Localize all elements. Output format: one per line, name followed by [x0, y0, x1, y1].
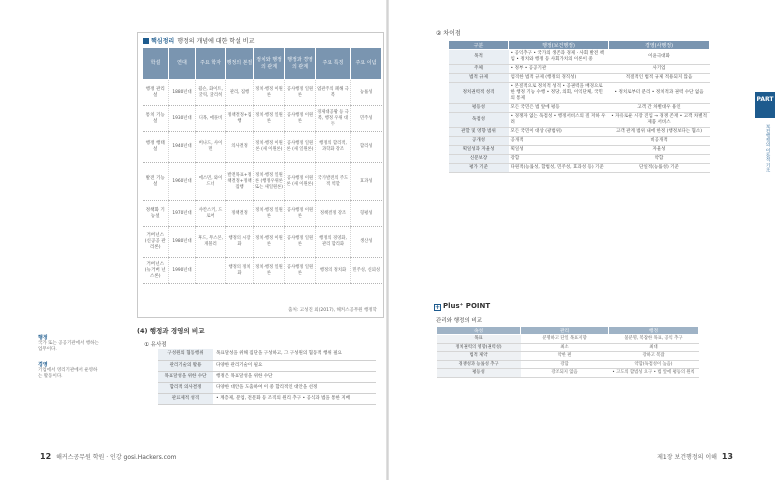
column-header: 학설 [143, 48, 169, 80]
management-cell: 사기업 [609, 65, 710, 74]
differences-table [448, 40, 710, 173]
table-cell: • 고도의 합법성 요구 • 법 앞에 평등의 원칙 [609, 369, 699, 378]
table-cell: 정책화 기능설 [143, 201, 169, 227]
note-desc: 기업에서 영리기관에서 운영하는 활동이다. [38, 368, 98, 379]
management-cell: 비공개적 [609, 137, 710, 146]
table-row [449, 128, 710, 137]
management-cell: • 정치로부터 분리 • 정치적과 권력 수단 없음 [609, 83, 710, 104]
row-value: 행정은 목표달성을 위한 수단 [213, 371, 376, 382]
table-cell: 발전목표+정책결정+정책집행 [226, 163, 254, 201]
side-note-administration [38, 335, 100, 353]
administration-cell: 공개적 [509, 137, 609, 146]
table-row [437, 343, 699, 352]
table-cell: 경쟁성과 능률성 추구 [437, 360, 521, 369]
table-cell: 버나드, 사이먼 [196, 132, 226, 163]
table-cell: 최소 [521, 343, 609, 352]
table-row [143, 106, 382, 132]
key-summary-box [137, 32, 384, 318]
column-header: 속성 [437, 327, 521, 335]
row-category: 정치권력적 성격 [449, 83, 509, 104]
table-cell: 분명하고 단일 목표지향 [521, 335, 609, 344]
management-cell: 단일적(능률성) 기준 [609, 164, 710, 173]
table-cell: 불분명, 복잡한 목표, 공익 추구 [609, 335, 699, 344]
column-header: 연대 [169, 48, 196, 80]
table-cell: 1960년대 [169, 163, 196, 201]
table-cell: 정책결정 강조 [316, 201, 351, 227]
table-cell: 행정의 정치화 [226, 258, 254, 284]
table-cell: 정치·행정 일원론 (행정우위론 또는 새일원론) [254, 163, 285, 201]
table-cell: 약함(독점성이 높음) [609, 360, 699, 369]
administration-cell: • 정부 • 공공기관 [509, 65, 609, 74]
table-cell: 의사결정 [226, 132, 254, 163]
table-cell: 1980년대 [169, 227, 196, 258]
table-cell: 정치·행정 일원론 [254, 258, 285, 284]
table-cell: 공사행정 일원론 [285, 80, 316, 106]
table-row [437, 352, 699, 361]
plus-subtitle: 관리와 행정의 비교 [436, 318, 483, 324]
note-desc: 국가 또는 공공기관에서 행하는 업무이다. [38, 341, 99, 352]
table-row [449, 74, 710, 83]
page-number: 12 [40, 452, 52, 461]
administration-cell: 모든 국민은 법 앞에 평등 [509, 104, 609, 113]
table-cell: 1970년대 [169, 201, 196, 227]
column-header: 행정의 본질 [226, 48, 254, 80]
table-cell: 1990년대 [169, 258, 196, 284]
table-row [143, 80, 382, 106]
right-page [388, 0, 775, 480]
table-row [449, 113, 710, 128]
table-row [437, 369, 699, 378]
table-cell: 형평성 [351, 201, 382, 227]
management-cell: 약함 [609, 155, 710, 164]
table-row [158, 382, 376, 393]
column-header: 주요 특징 [316, 48, 351, 80]
table-cell: 민주성, 신뢰성 [351, 258, 382, 284]
table-cell: 정치·행정 일원론 [254, 201, 285, 227]
table-cell: 최대 [609, 343, 699, 352]
administration-cell: 강함 [509, 155, 609, 164]
table-cell: 행정의 합리적, 과학화 강조 [316, 132, 351, 163]
box-tag: 핵심정리 [151, 38, 175, 45]
table-cell: 법적 제약 [437, 352, 521, 361]
table-cell: 거버넌스 (신공공 관리론) [143, 227, 169, 258]
row-value: 다양한 대안을 도출하여 이 중 합리적인 대안을 선정 [213, 382, 376, 393]
note-term: 경영 [38, 362, 48, 368]
table-cell: 평등성 [437, 369, 521, 378]
column-header: 행정(보건행정) [509, 41, 609, 50]
differences-heading: ② 차이점 [436, 30, 461, 37]
table-cell: 국가발전의 주도적 역할 [316, 163, 351, 201]
column-header: 주요 이념 [351, 48, 382, 80]
row-category: 주체 [449, 65, 509, 74]
column-header: 정치와 행정의 관계 [254, 48, 285, 80]
table-cell: 행정의 정치화 [316, 258, 351, 284]
table-cell: 공사행정 이원론 (새 이원론) [285, 163, 316, 201]
note-term: 행정 [38, 335, 48, 341]
table-cell: 효과성 [351, 163, 382, 201]
management-cell: 고객 관계 범위 내에 한정 (행정보다는 협소) [609, 128, 710, 137]
row-value: 다양한 관리기술이 필요 [213, 360, 376, 371]
table-row [449, 155, 710, 164]
administration-cell: • 공익추구 • 국가의 생존과 경제 · 사회 발전 책임 • 정치와 행정 등 사회가치의 이론이 중 [509, 50, 609, 65]
plus-point-title [434, 302, 490, 311]
table-row [143, 201, 382, 227]
table-cell: 민주성 [351, 106, 382, 132]
row-value: • 계층제, 분업, 전문화 등 조직의 원리 추구 • 공식과 법을 통한 지배 [213, 393, 376, 404]
table-cell: 공사행정 일원론 [285, 227, 316, 258]
table-cell: 생산성 [351, 227, 382, 258]
table-row [449, 83, 710, 104]
table-cell [196, 258, 226, 284]
table-cell: 합리성 [351, 132, 382, 163]
side-note-management [38, 362, 100, 380]
table-cell: 거버넌스 (뉴거버 넌스론) [143, 258, 169, 284]
part-side-text: 보건행정의 이론적 기초 [765, 124, 770, 172]
table-row [449, 137, 710, 146]
row-value: 목표달성을 위해 집단을 구성하고, 그 구성원의 협동적 행위 필요 [213, 349, 376, 360]
table-cell: 행정의 경영화, 관리 합리화 [316, 227, 351, 258]
table-row [449, 104, 710, 113]
column-header: 경영(사행정) [609, 41, 710, 50]
table-cell: 정치·행정 일원론 [254, 106, 285, 132]
subsection-title: ① 유사점 [144, 342, 167, 348]
table-cell: 행정 관리설 [143, 80, 169, 106]
administration-cell: 다원적(능률성, 합법성, 민주성, 효과성 등) 기준 [509, 164, 609, 173]
table-cell: 약한 편 [521, 352, 609, 361]
part-tab: PART [755, 92, 775, 118]
row-key: 관료제적 성격 [158, 393, 213, 404]
table-row [143, 227, 382, 258]
column-header: 구분 [449, 41, 509, 50]
row-key: 목표달성을 위한 수단 [158, 371, 213, 382]
row-category: 평등성 [449, 104, 509, 113]
table-cell: 1880년대 [169, 80, 196, 106]
page-number: 13 [721, 452, 733, 461]
table-row [158, 393, 376, 404]
table-cell: 엽관주의 폐해 극복 [316, 80, 351, 106]
table-cell: 후드, 무스본, 게블러 [196, 227, 226, 258]
table-row [449, 146, 710, 155]
table-cell: 통치 기능설 [143, 106, 169, 132]
administration-cell: 엄격한 법적 규제 (행정의 경직성) [509, 74, 609, 83]
row-category: 신분보장 [449, 155, 509, 164]
table-row [158, 349, 376, 360]
table-cell: 공사행정 이원론 [285, 106, 316, 132]
table-cell: 1930년대 [169, 106, 196, 132]
table-cell: 정치·행정 이원론 [254, 80, 285, 106]
footer-text: 해커스공무원 학원 · 인강 gosi.Hackers.com [56, 454, 177, 461]
management-cell: 적절적인 법적 규제 적용되지 않음 [609, 74, 710, 83]
table-row [158, 360, 376, 371]
table-cell: 능률성 [351, 80, 382, 106]
administration-cell: • 경쟁자 없는 독점성 • 행정서비스의 질 저하 우려 [509, 113, 609, 128]
table-cell: 에스먼, 와이드너 [196, 163, 226, 201]
table-cell: 정책결정+집행 [226, 106, 254, 132]
column-header: 주요 학자 [196, 48, 226, 80]
table-cell: 행정 행태설 [143, 132, 169, 163]
box-title [143, 36, 254, 45]
table-cell: 강하고 복잡 [609, 352, 699, 361]
table-cell: 정책결정 [226, 201, 254, 227]
table-cell: 정치·행정 이원론 [254, 227, 285, 258]
table-cell: 공사행정 일원론 [285, 258, 316, 284]
administration-cell: 모든 국민이 대상 (광범위) [509, 128, 609, 137]
table-cell: 윌슨, 화이트, 굴릭, 귤리히 [196, 80, 226, 106]
column-header: 관리 [521, 327, 609, 335]
row-category: 목적 [449, 50, 509, 65]
management-cell: 자율성 [609, 146, 710, 155]
table-row [437, 360, 699, 369]
table-row [158, 371, 376, 382]
row-category: 법적 규제 [449, 74, 509, 83]
management-cell: 이윤극대화 [609, 50, 710, 65]
column-header: 행정과 경영의 관계 [285, 48, 316, 80]
similarity-table [158, 349, 376, 405]
table-cell: 경제대공황 등 극복, 행정 우위 대두 [316, 106, 351, 132]
table-row [449, 65, 710, 74]
column-header: 행정 [609, 327, 699, 335]
table-cell: 공사행정 일원론 (새 일원론) [285, 132, 316, 163]
left-page [0, 0, 387, 480]
box-square-icon [143, 38, 149, 44]
row-category: 독점성 [449, 113, 509, 128]
row-key: 합리적 의사결정 [158, 382, 213, 393]
table-row [437, 335, 699, 344]
row-key: 구성원의 협동행위 [158, 349, 213, 360]
box-source: 출처: 고성진 외(2017), 해커스공무원 행정학 [288, 308, 377, 313]
management-cell: • 자유로운 시장 진입 → 경쟁 존재 • 고객 차별적 제품 서비스 [609, 113, 710, 128]
management-cell: 고객 간 차별대우 용인 [609, 104, 710, 113]
theory-comparison-table [142, 47, 382, 284]
table-cell: 강조되지 않음 [521, 369, 609, 378]
row-category: 평가 기준 [449, 164, 509, 173]
table-row [143, 258, 382, 284]
table-row [143, 132, 382, 163]
table-cell: 정치·행정 이원론 (새 이원론) [254, 132, 285, 163]
footer-right [657, 452, 733, 461]
table-cell: 관리, 집행 [226, 80, 254, 106]
table-cell: 공사행정 이원론 [285, 201, 316, 227]
plus-box-icon: + [435, 304, 441, 311]
row-key: 관리기술의 활용 [158, 360, 213, 371]
table-cell: 디목, 애플비 [196, 106, 226, 132]
footer-text: 제1장 보건행정의 이해 [657, 454, 717, 461]
table-cell: 행정의 시장화 [226, 227, 254, 258]
table-cell: 샤칸스키, 드로어 [196, 201, 226, 227]
table-cell: 강함 [521, 360, 609, 369]
table-row [449, 50, 710, 65]
row-category: 공개성 [449, 137, 509, 146]
plus-title-text: Plus⁺ POINT [443, 302, 491, 310]
table-cell: 1940년대 [169, 132, 196, 163]
management-vs-administration-table [436, 326, 699, 378]
administration-cell: • 본질적으로 정치적 성격 • 공권력을 배경으로 한 행정 기능 수행 • 정당, 의회, 이익단체, 국민의 통제 [509, 83, 609, 104]
row-category: 획일성과 자율성 [449, 146, 509, 155]
table-cell: 정치권력의 영향(권력성) [437, 343, 521, 352]
section-title: (4) 행정과 경영의 비교 [137, 327, 205, 335]
table-cell: 목표 [437, 335, 521, 344]
table-row [449, 164, 710, 173]
footer-left [40, 452, 177, 461]
box-title-text: 행정의 개념에 대한 학설 비교 [177, 38, 255, 45]
row-category: 관할 및 영향 범위 [449, 128, 509, 137]
table-cell: 발전 기능설 [143, 163, 169, 201]
administration-cell: 획일성 [509, 146, 609, 155]
table-row [143, 163, 382, 201]
